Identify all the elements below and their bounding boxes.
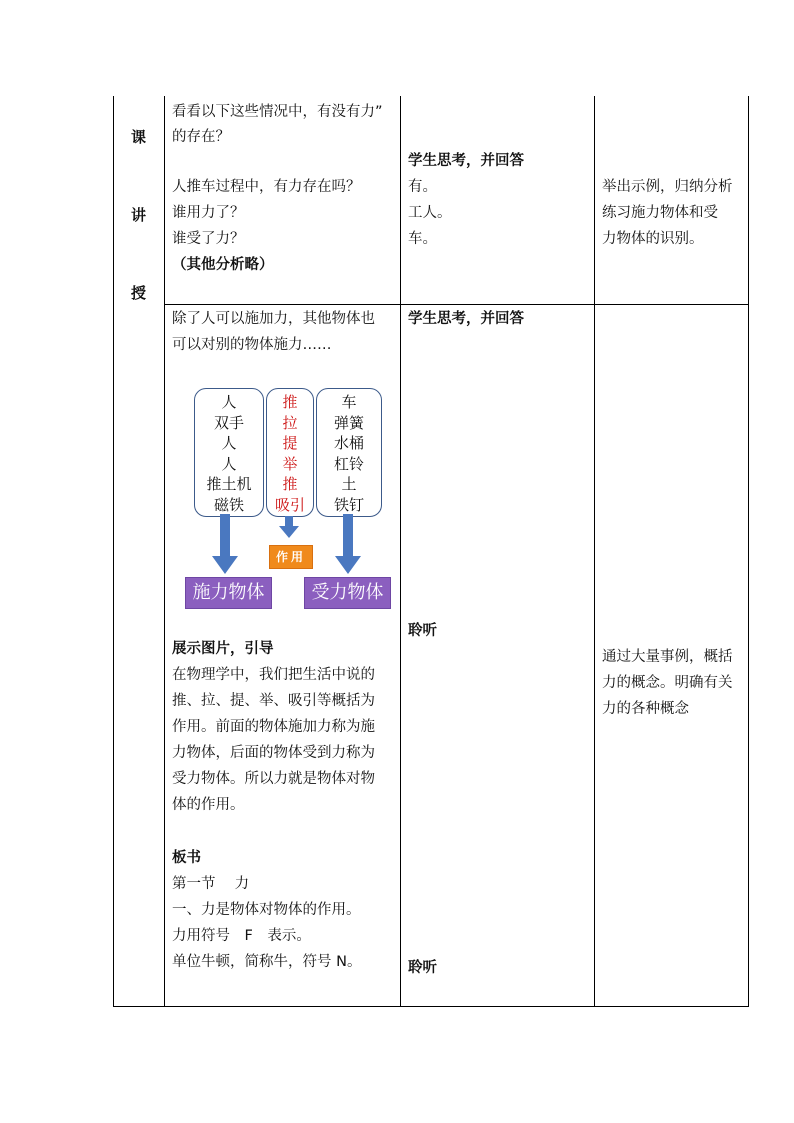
applier-objects-box <box>194 388 264 517</box>
content-line: 作用。前面的物体施加力称为施 <box>172 719 375 735</box>
design-purpose-line: 力的各种概念 <box>602 701 689 717</box>
design-purpose-line: 举出示例，归纳分析 <box>602 179 733 195</box>
action-verb: 吸引 <box>274 495 305 514</box>
row-divider <box>164 304 749 305</box>
design-purpose-line: 力物体的识别。 <box>602 231 704 247</box>
content-line: 看看以下这些情况中，有没有力” <box>172 104 383 120</box>
action-verbs-box <box>266 388 314 517</box>
column-divider-3 <box>594 96 595 1007</box>
action-verb: 拉 <box>282 413 298 432</box>
board-heading: 板书 <box>172 850 201 866</box>
table-left-border <box>113 96 114 1007</box>
content-line: 力物体，后面的物体受到力称为 <box>172 745 375 761</box>
content-line: 可以对别的物体施力…… <box>172 337 332 353</box>
student-answer: 有。 <box>408 179 437 195</box>
action-verb: 举 <box>282 454 298 473</box>
action-verb: 推 <box>282 475 298 493</box>
design-purpose-line: 通过大量事例，概括 <box>602 649 733 665</box>
section-label-char: 授 <box>131 284 147 302</box>
design-purpose-line: 力的概念。明确有关 <box>602 675 733 691</box>
receiver-objects-box <box>316 388 382 517</box>
action-verb: 推 <box>282 393 298 411</box>
receiver-label: 受力物体 <box>304 577 391 609</box>
board-line: 单位牛顿，简称牛，符号 N。 <box>172 954 362 970</box>
content-line: 谁用力了？ <box>172 205 245 221</box>
student-answer: 车。 <box>408 231 437 247</box>
content-line: 除了人可以施加力，其他物体也 <box>172 311 375 327</box>
student-activity-heading: 学生思考，并回答 <box>408 153 524 169</box>
board-line: 第一节 力 <box>172 876 250 892</box>
applier-object: 人 <box>221 434 237 452</box>
column-divider-1 <box>164 96 165 1007</box>
applier-label: 施力物体 <box>185 577 272 609</box>
table-bottom-border <box>113 1006 749 1007</box>
content-line: 人推车过程中，有力存在吗？ <box>172 179 361 195</box>
show-heading: 展示图片，引导 <box>172 641 274 657</box>
receiver-object: 土 <box>341 475 357 493</box>
applier-object: 人 <box>221 454 237 473</box>
receiver-object: 弹簧 <box>333 413 364 432</box>
table-right-border <box>748 96 749 1007</box>
column-divider-2 <box>400 96 401 1007</box>
content-line: 的存在？ <box>172 129 230 145</box>
board-line: 力用符号 F 表示。 <box>172 928 311 944</box>
content-line: 谁受了力？ <box>172 231 245 247</box>
content-line: （其他分析略） <box>172 257 274 273</box>
design-purpose-line: 练习施力物体和受 <box>602 205 718 221</box>
section-label-char: 讲 <box>131 206 147 224</box>
receiver-object: 杠铃 <box>333 454 364 473</box>
content-line: 在物理学中，我们把生活中说的 <box>172 667 375 683</box>
receiver-object: 车 <box>341 393 357 411</box>
arrow-down-icon <box>279 516 299 538</box>
applier-object: 人 <box>221 393 237 411</box>
action-label: 作用 <box>269 545 313 569</box>
student-activity-listen: 聆听 <box>408 623 437 639</box>
section-label-char: 课 <box>131 128 147 146</box>
applier-object: 推土机 <box>206 475 252 493</box>
content-line: 推、拉、提、举、吸引等概括为 <box>172 693 375 709</box>
arrow-down-icon <box>335 514 361 574</box>
student-activity-heading: 学生思考，并回答 <box>408 311 524 327</box>
board-line: 一、力是物体对物体的作用。 <box>172 902 361 918</box>
action-verb: 提 <box>282 434 298 452</box>
content-line: 受力物体。所以力就是物体对物 <box>172 771 375 787</box>
receiver-object: 铁钉 <box>333 495 364 514</box>
applier-object: 磁铁 <box>213 495 244 514</box>
receiver-object: 水桶 <box>333 434 364 452</box>
content-line: 体的作用。 <box>172 797 245 813</box>
arrow-down-icon <box>212 514 238 574</box>
student-activity-listen: 聆听 <box>408 960 437 976</box>
applier-object: 双手 <box>213 413 244 432</box>
student-answer: 工人。 <box>408 205 452 221</box>
